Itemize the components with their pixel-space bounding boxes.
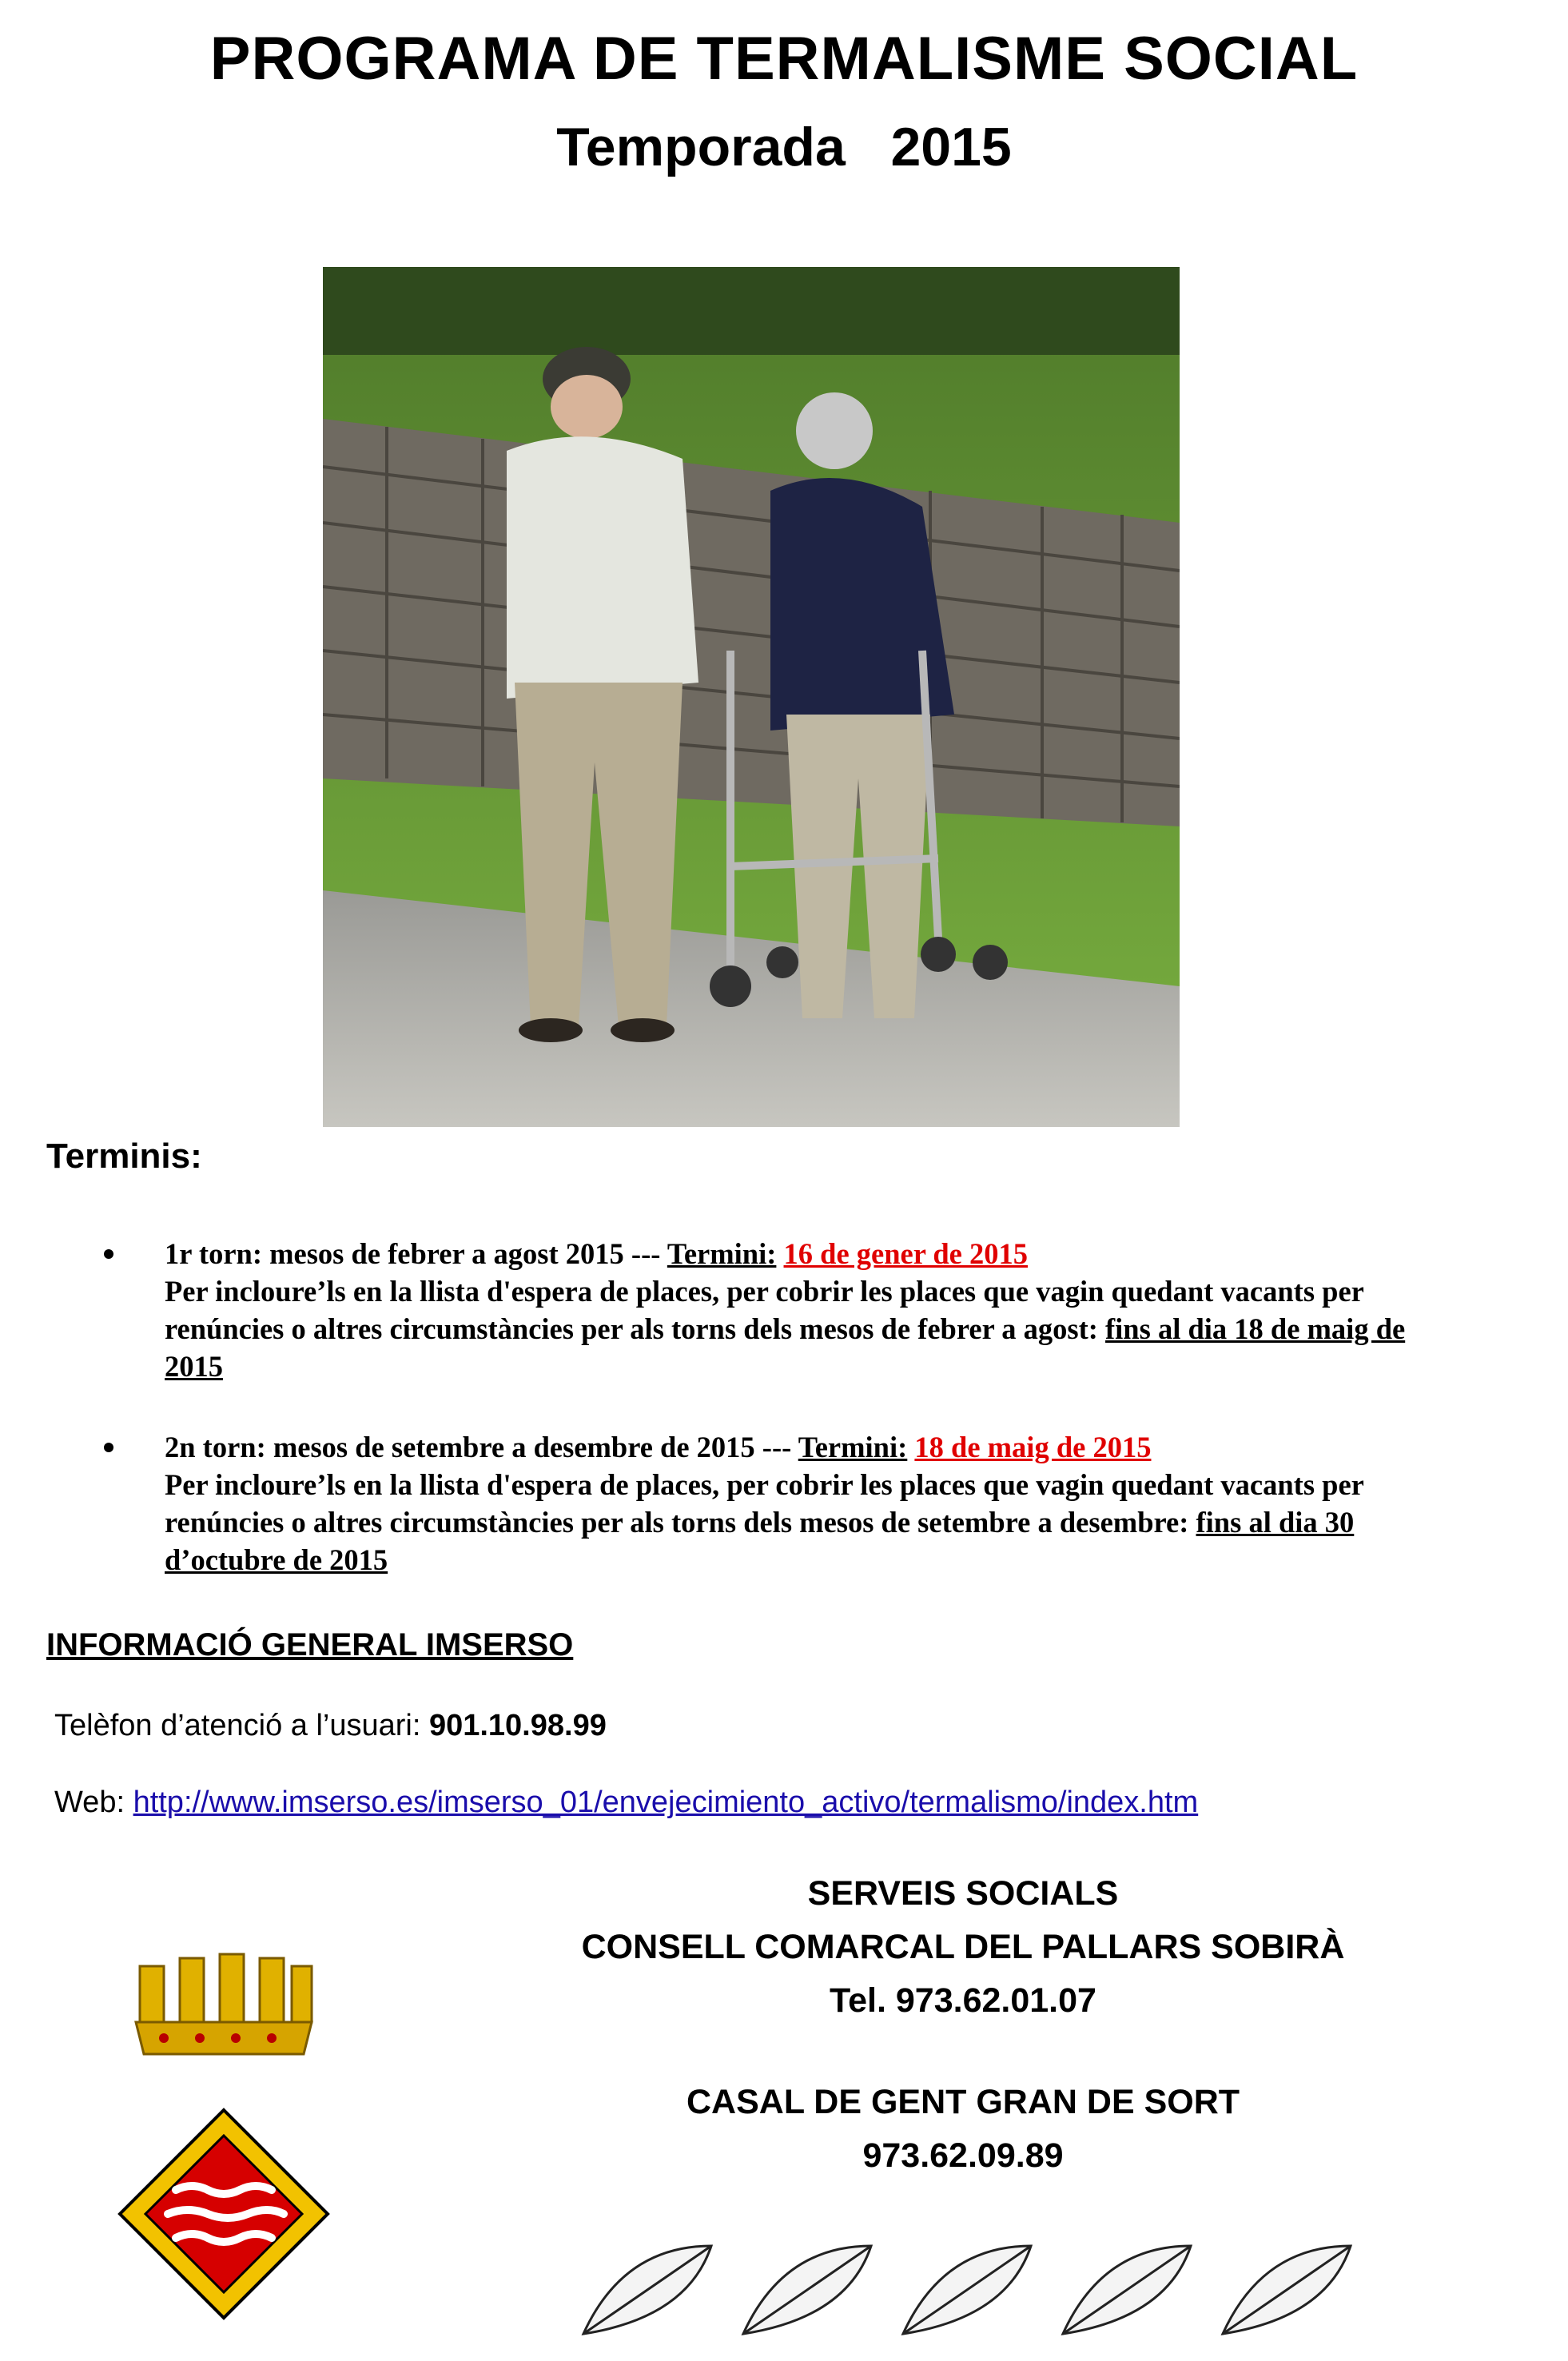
contact-phone: 973.62.09.89 <box>862 2136 1064 2175</box>
page-title: PROGRAMA DE TERMALISME SOCIAL <box>209 25 1359 93</box>
waitlist-deadline: fins al dia 30 d’octubre de 2015 <box>165 1506 1355 1576</box>
coat-of-arms-icon <box>112 1926 336 2326</box>
contact-line: SERVEIS SOCIALS <box>807 1874 1119 1913</box>
leaf-row <box>575 2230 1375 2350</box>
termini-date: 18 de maig de 2015 <box>914 1431 1152 1463</box>
turn-description: 2n torn: mesos de setembre a desembre de 2015 --- <box>165 1431 798 1463</box>
phone-label: Telèfon d’atenció a l’usuari: <box>54 1709 429 1742</box>
list-item <box>104 1235 1463 1385</box>
terminis-heading: Terminis: <box>46 1137 202 1176</box>
contact-phone: Tel. 973.62.01.07 <box>830 1981 1096 2020</box>
deadline-list <box>104 1235 1463 1622</box>
leaf-icon <box>743 2246 871 2334</box>
leaf-icon <box>1223 2246 1351 2334</box>
termini-label: Termini: <box>667 1237 777 1270</box>
waitlist-deadline: fins al dia 18 de maig de 2015 <box>165 1312 1406 1383</box>
page-subtitle: Temporada 2015 <box>556 117 1012 177</box>
leaf-icon <box>1063 2246 1191 2334</box>
termini-date: 16 de gener de 2015 <box>783 1237 1029 1270</box>
leaf-icon <box>583 2246 711 2334</box>
phone-line <box>54 1709 607 1743</box>
list-item <box>104 1428 1463 1579</box>
turn-description: 1r torn: mesos de febrer a agost 2015 --- <box>165 1237 667 1270</box>
contact-line: CASAL DE GENT GRAN DE SORT <box>686 2083 1240 2121</box>
leaf-icon <box>903 2246 1031 2334</box>
bullet-icon <box>104 1443 113 1452</box>
contact-block <box>448 1867 1478 2183</box>
turn-body-text: Per incloure’ls en la llista d'espera de places, per cobrir les places que vagin quedant vacants per renúncies o altres circumstàncies per als torns dels mesos de setembre a desembre: <box>165 1468 1364 1539</box>
phone-number: 901.10.98.99 <box>428 1709 607 1742</box>
termini-label: Termini: <box>798 1431 908 1463</box>
elderly-couple-walking-photo <box>323 267 1180 1127</box>
imserso-link[interactable]: http://www.imserso.es/imserso_01/envejecimiento_activo/termalismo/index.htm <box>133 1786 1199 1819</box>
web-line <box>54 1786 1198 1820</box>
turn-body-text: Per incloure’ls en la llista d'espera de places, per cobrir les places que vagin quedant vacants per renúncies o altres circumstàncies per als torns dels mesos de febrer a agost: <box>165 1275 1364 1345</box>
contact-line: CONSELL COMARCAL DEL PALLARS SOBIRÀ <box>581 1928 1345 1966</box>
web-label: Web: <box>54 1786 133 1819</box>
bullet-icon <box>104 1249 113 1259</box>
info-heading: INFORMACIÓ GENERAL IMSERSO <box>46 1627 574 1662</box>
